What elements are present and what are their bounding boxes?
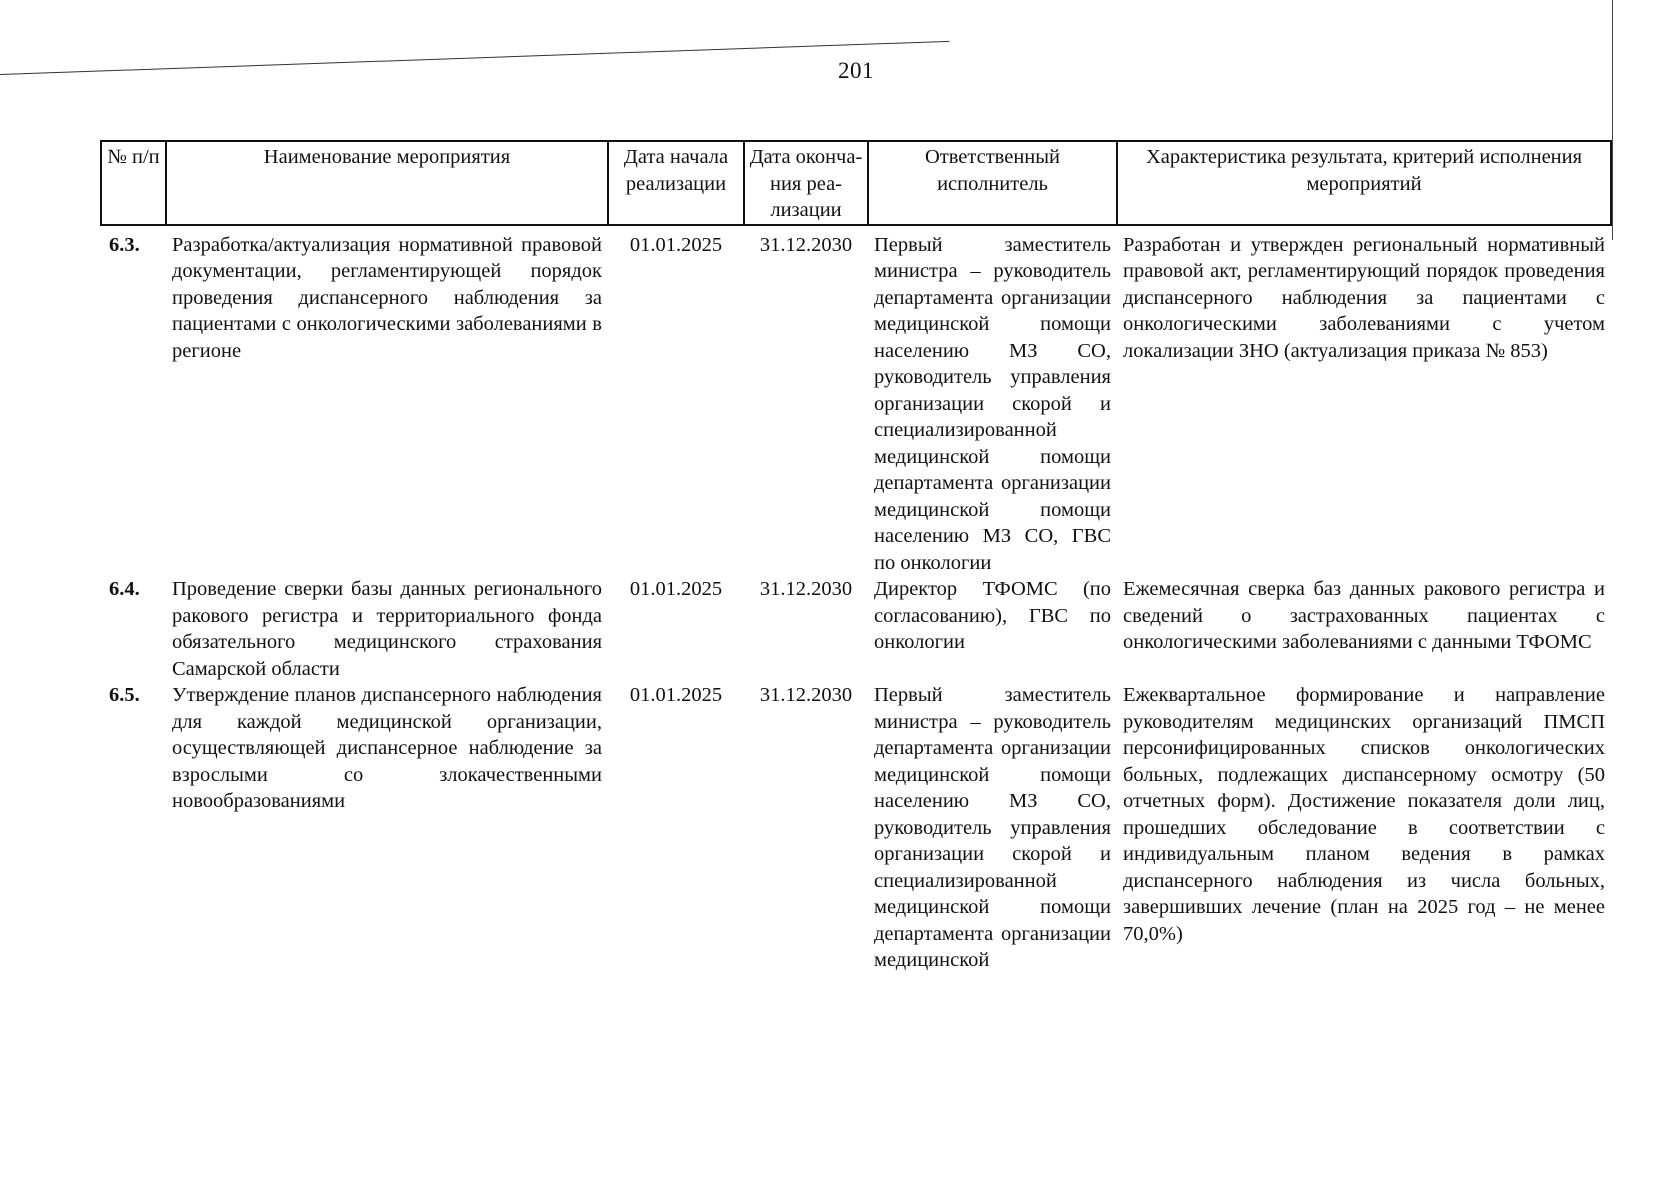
- responsible-executor: Первый заместитель министра – руководитель департамента организации медицинской помощи населению МЗ СО, руководитель управления организации скорой и специализированной медицинской помощи департамента организации медицинской: [874, 684, 1111, 971]
- responsible-executor: Первый заместитель министра – руководитель департамента организации медицинской помощи населению МЗ СО, руководитель управления организации скорой и специализированной медицинской помощи департамента организации медицинской помощи населению МЗ СО, ГВС по онкологии: [874, 233, 1111, 574]
- result-description: Разработан и утвержден региональный нормативный правовой акт, регламентирующий порядок проведения диспансерного наблюдения за пациентами с онкологическими заболеваниями с учетом локализации ЗНО (актуализация приказа № 853): [1123, 233, 1605, 362]
- result-description: Ежемесячная сверка баз данных ракового регистра и сведений о застрахованных пациентах с онкологическими заболеваниями с данными ТФОМС: [1123, 578, 1605, 653]
- row-number: 6.5.: [109, 684, 140, 706]
- row-number: 6.4.: [109, 578, 140, 600]
- header-responsible: Ответственный исполнитель: [868, 141, 1117, 225]
- start-date: 01.01.2025: [629, 233, 723, 256]
- header-num: № п/п: [101, 141, 166, 225]
- table-row: [101, 225, 1611, 577]
- table-row: [101, 682, 1611, 974]
- measures-table: [100, 140, 1612, 974]
- scan-edge-line: [0, 41, 949, 75]
- responsible-executor: Директор ТФОМС (по согласованию), ГВС по онкологии: [874, 578, 1111, 653]
- measure-name: Утверждение планов диспансерного наблюдения для каждой медицинской организации, осуществляющей диспансерное наблюдение за взрослыми со злокачественными новообразованиями: [172, 684, 602, 812]
- header-end-date: Дата оконча-ния реа-лизации: [744, 141, 868, 225]
- end-date: 31.12.2030: [759, 684, 853, 706]
- result-description: Ежеквартальное формирование и направление руководителям медицинских организаций ПМСП персонифицированных списков онкологических больных, подлежащих диспансерному осмотру (50 отчетных форм). Достижение показателя доли лиц, прошедших обследование в соответствии с индивидуальным планом ведения в рамках диспансерного наблюдения из числа больных, завершивших лечение (план на 2025 год – не менее 70,0%): [1123, 684, 1605, 945]
- measure-name: Проведение сверки базы данных регионального ракового регистра и территориального фонда обязательного медицинского страхования Самарской области: [172, 578, 602, 680]
- scan-edge-line-right: [1612, 0, 1613, 240]
- start-date: 01.01.2025: [629, 578, 723, 600]
- header-name: Наименование мероприятия: [166, 141, 608, 225]
- end-date: 31.12.2030: [759, 233, 853, 256]
- measure-name: Разработка/актуализация нормативной правовой документации, регламентирующей порядок проведения диспансерного наблюдения за пациентами с онкологическими заболеваниями в регионе: [172, 233, 602, 362]
- table-header: [101, 141, 1611, 225]
- row-number: 6.3.: [109, 233, 140, 256]
- header-start-date: Дата начала реализации: [608, 141, 744, 225]
- start-date: 01.01.2025: [629, 684, 723, 706]
- end-date: 31.12.2030: [759, 578, 853, 600]
- header-result: Характеристика результата, критерий исполнения мероприятий: [1117, 141, 1611, 225]
- page-number: 201: [838, 58, 874, 83]
- table-row: [101, 576, 1611, 682]
